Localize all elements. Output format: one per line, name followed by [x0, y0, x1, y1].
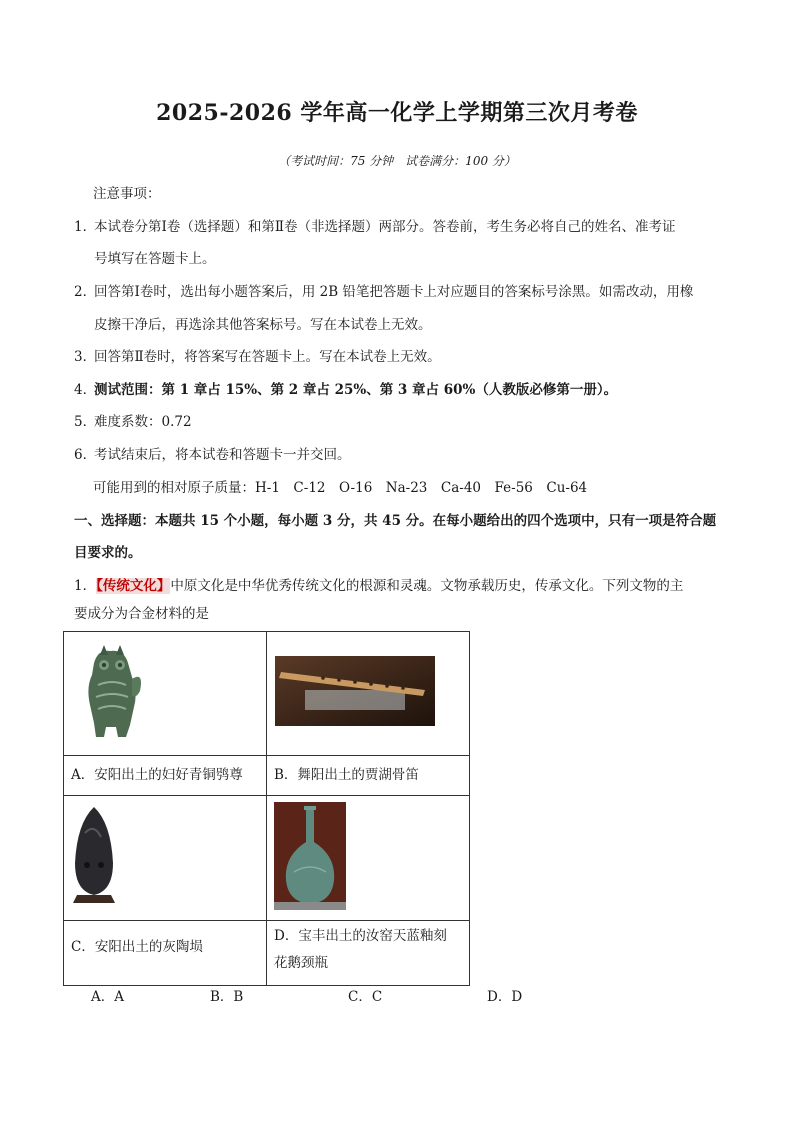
note-text: 回答第Ⅱ卷时，将答案写在答题卡上。写在本试卷上无效。: [94, 349, 441, 365]
option-d-cell: [267, 921, 470, 986]
answer-option-a: A．A: [91, 989, 124, 1005]
note-text: 号填写在答题卡上。: [94, 251, 216, 267]
option-d-caption-cont: 花鹅颈瓶: [274, 955, 328, 971]
note-item: [74, 445, 351, 465]
option-d-caption: D．宝丰出土的汝窑天蓝釉刻: [274, 928, 447, 944]
answer-option-b: B．B: [210, 989, 244, 1005]
bone-flute-image: [275, 656, 435, 726]
bronze-owl-zun-image: [76, 641, 146, 741]
artifact-image-cell-a: [64, 632, 267, 756]
note-text: 回答第Ⅰ卷时，选出每小题答案后，用 2B 铅笔把答题卡上对应题目的答案标号涂黑。如需改动，用橡: [94, 284, 694, 300]
atomic-masses: 可能用到的相对原子质量：H-1 C-12 O-16 Na-23 Ca-40 Fe-56 Cu-64: [93, 480, 588, 496]
pottery-xun-image: [71, 803, 117, 911]
topic-tag: 【传统文化】: [96, 578, 171, 594]
question-text: 中原文化是中华优秀传统文化的根源和灵魂。文物承载历史，传承文化。下列文物的主: [170, 578, 684, 594]
exam-subtitle: （考试时间：75 分钟 试卷满分：100 分）: [278, 154, 516, 168]
option-a-caption: A．安阳出土的妇好青铜鸮尊: [71, 767, 243, 783]
note-item: [74, 347, 441, 367]
section-heading-cont: 目要求的。: [74, 545, 142, 561]
artifact-image-cell-c: [64, 796, 267, 921]
question-1-stem-cont: 要成分为合金材料的是: [74, 606, 209, 622]
ru-ware-vase-image: [274, 802, 346, 910]
option-c-cell: [64, 921, 267, 986]
note-text: 皮擦干净后，再选涂其他答案标号。写在本试卷上无效。: [94, 317, 432, 333]
notes-heading: 注意事项：: [93, 186, 161, 202]
note-item: [74, 380, 617, 400]
note-item: [74, 412, 192, 432]
note-text: 考试结束后，将本试卷和答题卡一并交回。: [94, 447, 351, 463]
note-number: 3．: [74, 349, 97, 365]
section-heading: 一、选择题：本题共 15 个小题，每小题 3 分，共 45 分。在每小题给出的四个选项中，只有一项是符合题: [74, 513, 717, 529]
note-number: 4．: [74, 382, 97, 398]
question-number: 1．: [74, 578, 97, 594]
note-text: 难度系数：0.72: [94, 414, 192, 430]
artifact-image-cell-b: [267, 632, 470, 756]
option-b-caption: B．舞阳出土的贾湖骨笛: [274, 767, 419, 783]
question-1-stem: [74, 576, 683, 596]
option-a-cell: [64, 756, 267, 796]
answer-option-c: C．C: [348, 989, 383, 1005]
note-item: [94, 315, 432, 335]
note-number: 6．: [74, 447, 97, 463]
note-item: [94, 249, 216, 269]
note-number: 1．: [74, 219, 97, 235]
note-text: 测试范围：第 1 章占 15%、第 2 章占 25%、第 3 章占 60%（人教版必修第一册）。: [94, 382, 618, 398]
exam-title: 2025-2026 学年高一化学上学期第三次月考卷: [156, 100, 638, 126]
note-item: [74, 282, 693, 302]
note-text: 本试卷分第Ⅰ卷（选择题）和第Ⅱ卷（非选择题）两部分。答卷前，考生务必将自己的姓名、准考证: [94, 219, 676, 235]
artifact-table: [63, 631, 470, 986]
note-item: [74, 217, 676, 237]
option-c-caption: C．安阳出土的灰陶埙: [71, 939, 203, 955]
answer-option-d: D．D: [487, 989, 523, 1005]
note-number: 5．: [74, 414, 97, 430]
artifact-image-cell-d: [267, 796, 470, 921]
option-b-cell: [267, 756, 470, 796]
note-number: 2．: [74, 284, 97, 300]
